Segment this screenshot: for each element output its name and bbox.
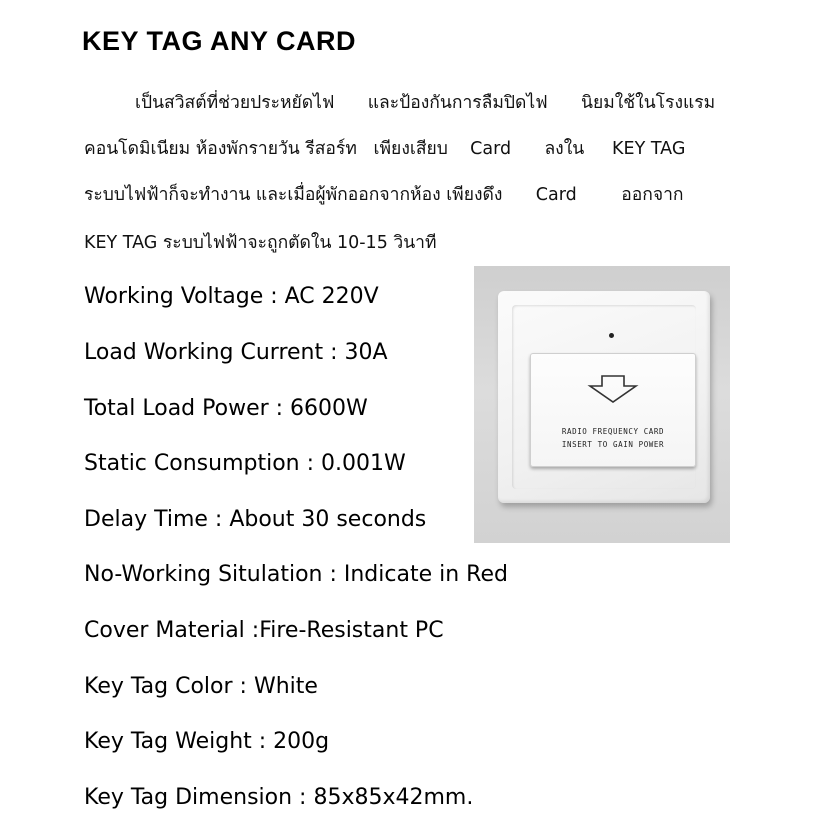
description-line-1: เป็นสวิสต์ที่ช่วยประหยัดไฟ และป้องกันการลืมปิดไฟ นิยมใช้ในโรงแรม — [135, 93, 716, 113]
description-line-2: คอนโดมิเนียม ห้องพักรายวัน รีสอร์ท เพียงเสียบ Card ลงใน KEY TAG — [84, 139, 686, 159]
spec-key-tag-dimension: Key Tag Dimension : 85x85x42mm. — [84, 785, 474, 810]
down-arrow-icon — [587, 374, 639, 404]
spec-no-working-situation: No-Working Situlation : Indicate in Red — [84, 562, 508, 587]
switch-plate — [498, 291, 710, 503]
spec-total-load-power: Total Load Power : 6600W — [84, 396, 368, 421]
key-card — [530, 353, 696, 467]
product-photo — [474, 266, 730, 543]
spec-key-tag-weight: Key Tag Weight : 200g — [84, 729, 330, 754]
spec-cover-material: Cover Material :Fire-Resistant PC — [84, 618, 444, 643]
page-title: KEY TAG ANY CARD — [82, 26, 357, 56]
spec-load-working-current: Load Working Current : 30A — [84, 340, 388, 365]
indicator-led — [609, 333, 614, 338]
description-line-3: ระบบไฟฟ้าก็จะทำงาน และเมื่อผู้พักออกจากห้อง เพียงดึง Card ออกจาก — [84, 185, 684, 205]
card-label-line-2: INSERT TO GAIN POWER — [561, 440, 665, 449]
spec-static-consumption: Static Consumption : 0.001W — [84, 451, 406, 476]
spec-delay-time: Delay Time : About 30 seconds — [84, 507, 427, 532]
switch-plate-inner — [512, 305, 696, 489]
spec-working-voltage: Working Voltage : AC 220V — [84, 284, 379, 309]
description-line-4: KEY TAG ระบบไฟฟ้าจะถูกตัดใน 10-15 วินาที — [84, 233, 437, 253]
spec-key-tag-color: Key Tag Color : White — [84, 674, 318, 699]
card-label-line-1: RADIO FREQUENCY CARD — [561, 427, 665, 436]
